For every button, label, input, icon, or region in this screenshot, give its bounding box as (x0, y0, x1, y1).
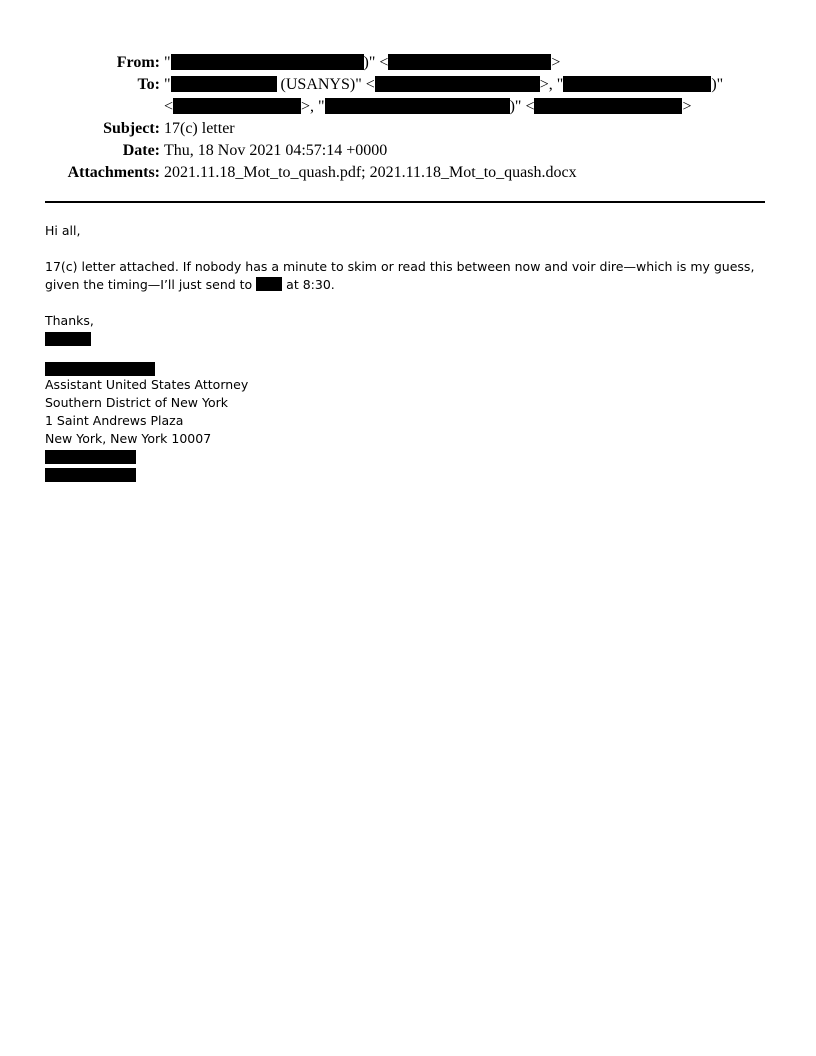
header-divider (45, 201, 765, 203)
to-angle-open: < (164, 98, 174, 115)
to-close2: )" < (509, 98, 535, 115)
closing: Thanks, (45, 313, 94, 328)
to-value-line2 (164, 96, 692, 118)
from-row (0, 52, 816, 74)
from-angle-close: > (551, 54, 561, 71)
redaction-box (375, 76, 540, 92)
message-text-start: 17(c) letter attached. If nobody has a minute to skim or read this between now and voir dire—which is my guess, given the timing—I’ll just send to (45, 259, 755, 292)
redaction-box (563, 76, 711, 92)
signature-title: Assistant United States Attorney (45, 377, 249, 392)
redaction-box (256, 277, 282, 291)
greeting: Hi all, (45, 223, 81, 238)
to-row (0, 74, 816, 96)
to-quote-open: " (164, 76, 171, 93)
redaction-box (45, 468, 136, 482)
to-usanys: (USANYS)" < (276, 76, 375, 93)
to-close1: )" (711, 76, 724, 93)
subject-label: Subject: (103, 120, 160, 137)
to-sep2: >, " (301, 98, 325, 115)
to-sep1: >, " (539, 76, 564, 93)
to-row-continued (0, 96, 816, 118)
to-angle-close: > (682, 98, 692, 115)
from-quote-close: )" < (363, 54, 389, 71)
to-label: To: (137, 76, 160, 93)
message-text-end: at 8:30. (282, 277, 335, 292)
redaction-box (45, 450, 136, 464)
redaction-box (171, 76, 277, 92)
redaction-box (171, 54, 364, 70)
redaction-box (45, 362, 155, 376)
redaction-box (325, 98, 510, 114)
redaction-box (534, 98, 682, 114)
to-value-line1 (164, 74, 723, 96)
date-value: Thu, 18 Nov 2021 04:57:14 +0000 (164, 142, 388, 159)
redaction-box (173, 98, 301, 114)
from-value (164, 52, 560, 74)
redaction-box (45, 332, 91, 346)
attachments-row (0, 162, 816, 184)
subject-row (0, 118, 816, 140)
email-body (45, 222, 765, 482)
redaction-box (388, 54, 551, 70)
from-label: From: (116, 54, 160, 71)
signature-address-line1: 1 Saint Andrews Plaza (45, 413, 184, 428)
signature-office: Southern District of New York (45, 395, 228, 410)
attachments-value: 2021.11.18_Mot_to_quash.pdf; 2021.11.18_Mot_to_quash.docx (164, 164, 577, 181)
signature-address-line2: New York, New York 10007 (45, 431, 212, 446)
subject-value: 17(c) letter (164, 120, 235, 137)
from-quote-open: " (164, 54, 171, 71)
date-row (0, 140, 816, 162)
date-label: Date: (122, 142, 160, 159)
message-paragraph (45, 258, 765, 294)
email-header (0, 52, 816, 184)
attachments-label: Attachments: (67, 164, 160, 181)
